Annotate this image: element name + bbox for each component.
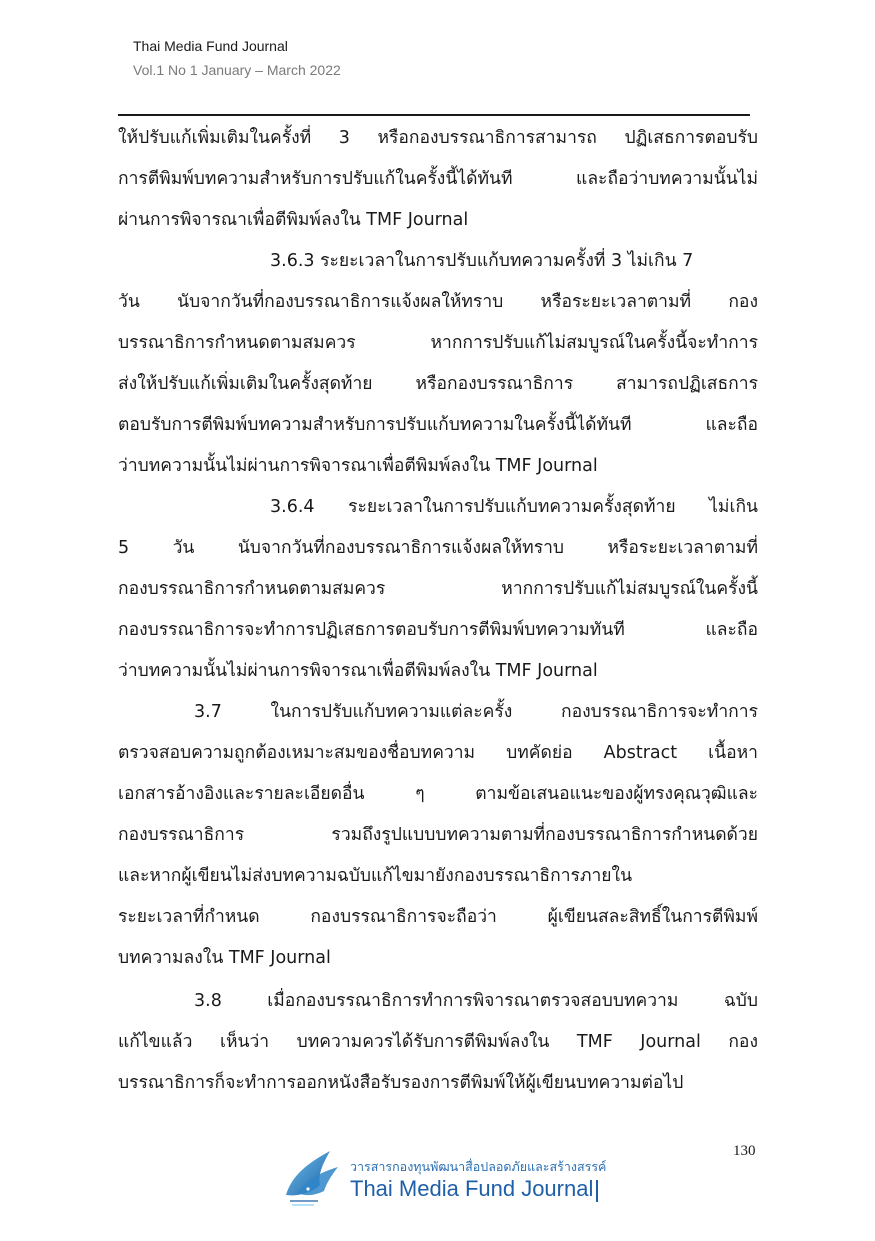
text-line: 5 วัน นับจากวันที่กองบรรณาธิการแจ้งผลให้ทราบ หรือระยะเวลาตามที่: [118, 538, 758, 558]
footer-divider: [596, 1180, 598, 1202]
text-line: 3.6.3 ระยะเวลาในการปรับแก้บทความครั้งที่ 3 ไม่เกิน 7: [270, 251, 694, 271]
text-line: ตอบรับการตีพิมพ์บทความสำหรับการปรับแก้บทความในครั้งนี้ได้ทันที และถือ: [118, 415, 758, 435]
text-line: ส่งให้ปรับแก้เพิ่มเติมในครั้งสุดท้าย หรือกองบรรณาธิการ สามารถปฏิเสธการ: [118, 374, 758, 394]
footer-logo: [278, 1145, 607, 1210]
text-line: ระยะเวลาที่กำหนด กองบรรณาธิการจะถือว่า ผู้เขียนสละสิทธิ์ในการตีพิมพ์: [118, 907, 758, 927]
text-line: 3.6.4 ระยะเวลาในการปรับแก้บทความครั้งสุดท้าย ไม่เกิน: [270, 497, 758, 517]
dove-logo-icon: [278, 1145, 346, 1209]
text-line: ว่าบทความนั้นไม่ผ่านการพิจารณาเพื่อตีพิมพ์ลงใน TMF Journal: [118, 661, 598, 681]
text-line: เอกสารอ้างอิงและรายละเอียดอื่น ๆ ตามข้อเสนอแนะของผู้ทรงคุณวุฒิและ: [118, 784, 758, 804]
journal-name: Thai Media Fund Journal: [133, 38, 288, 54]
text-line: วัน นับจากวันที่กองบรรณาธิการแจ้งผลให้ทราบ หรือระยะเวลาตามที่ กอง: [118, 292, 758, 312]
text-line: ตรวจสอบความถูกต้องเหมาะสมของชื่อบทความ บทคัดย่อ Abstract เนื้อหา: [118, 743, 758, 763]
page-header: [133, 38, 753, 78]
text-line: บทความลงใน TMF Journal: [118, 948, 331, 968]
text-line: กองบรรณาธิการกำหนดตามสมควร หากการปรับแก้ไม่สมบูรณ์ในครั้งนี้: [118, 579, 758, 599]
page-number: 130: [733, 1143, 756, 1159]
journal-issue: Vol.1 No 1 January – March 2022: [133, 62, 341, 78]
text-line: ว่าบทความนั้นไม่ผ่านการพิจารณาเพื่อตีพิมพ์ลงใน TMF Journal: [118, 456, 598, 476]
text-line: 3.7 ในการปรับแก้บทความแต่ละครั้ง กองบรรณาธิการจะทำการ: [194, 702, 758, 722]
text-line: 3.8 เมื่อกองบรรณาธิการทำการพิจารณาตรวจสอบบทความ ฉบับ: [194, 991, 758, 1011]
text-line: การตีพิมพ์บทความสำหรับการปรับแก้ในครั้งนี้ได้ทันที และถือว่าบทความนั้นไม่: [118, 169, 758, 189]
text-line: กองบรรณาธิการ รวมถึงรูปแบบบทความตามที่กองบรรณาธิการกำหนดด้วย: [118, 825, 758, 845]
article-body: [118, 118, 758, 1104]
text-line: แก้ไขแล้ว เห็นว่า บทความควรได้รับการตีพิมพ์ลงใน TMF Journal กอง: [118, 1032, 758, 1052]
text-line: บรรณาธิการกำหนดตามสมควร หากการปรับแก้ไม่สมบูรณ์ในครั้งนี้จะทำการ: [118, 333, 758, 353]
footer-english-name: Thai Media Fund Journal: [350, 1176, 594, 1201]
header-divider: [118, 114, 750, 116]
text-line: ผ่านการพิจารณาเพื่อตีพิมพ์ลงใน TMF Journal: [118, 210, 469, 230]
text-line: บรรณาธิการก็จะทำการออกหนังสือรับรองการตีพิมพ์ให้ผู้เขียนบทความต่อไป: [118, 1073, 684, 1093]
footer-thai-name: วารสารกองทุนพัฒนาสื่อปลอดภัยและสร้างสรรค์: [350, 1159, 607, 1174]
text-line: และหากผู้เขียนไม่ส่งบทความฉบับแก้ไขมายังกองบรรณาธิการภายใน: [118, 866, 633, 886]
text-line: ให้ปรับแก้เพิ่มเติมในครั้งที่ 3 หรือกองบรรณาธิการสามารถ ปฏิเสธการตอบรับ: [118, 128, 758, 148]
text-line: กองบรรณาธิการจะทำการปฏิเสธการตอบรับการตีพิมพ์บทความทันที และถือ: [118, 620, 758, 640]
